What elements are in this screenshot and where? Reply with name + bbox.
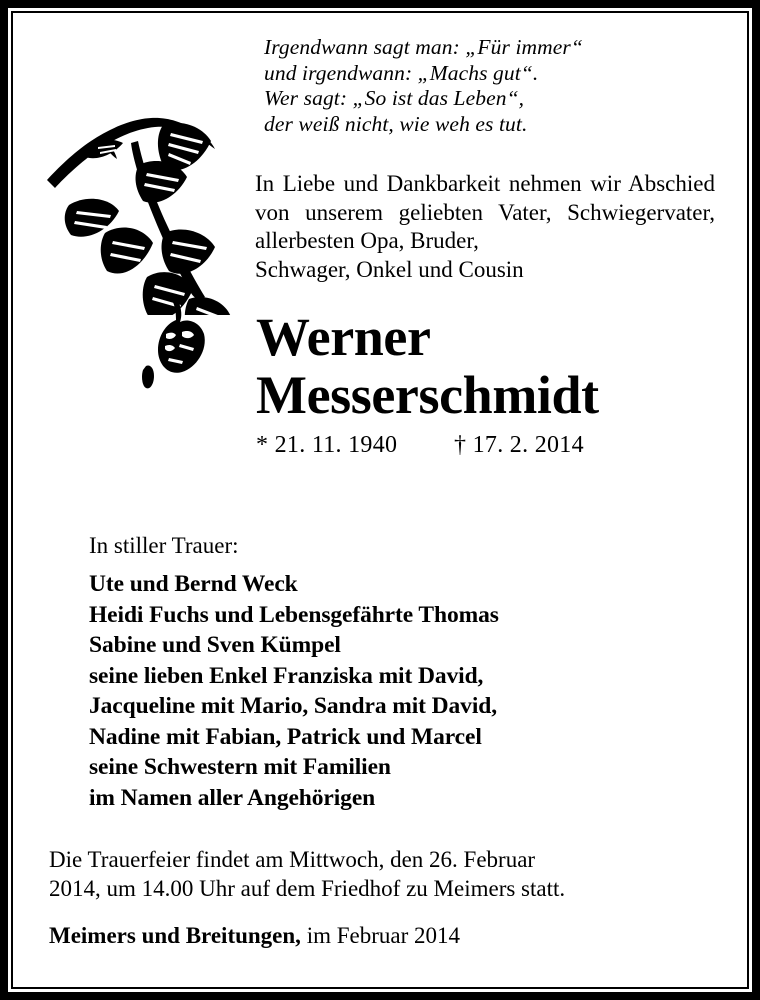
place-and-date-line — [49, 921, 725, 950]
funeral-text: Die Trauerfeier findet am Mittwoch, den 26. Februar — [49, 847, 536, 872]
intro-text: In Liebe und Dankbarkeit nehmen wir Abschied von unserem geliebten Vater, Schwiegervater, allerbesten Opa, Bruder, — [255, 171, 715, 253]
deceased-dates — [256, 430, 726, 460]
funeral-text-last-line: 2014, um 14.00 Uhr auf dem Friedhof zu Meimers statt. — [49, 876, 566, 901]
mourner-line: im Namen aller Angehörigen — [89, 784, 376, 811]
notice-content-area — [11, 11, 749, 989]
deceased-last-name: Messerschmidt — [256, 365, 599, 425]
poem-line: Irgendwann sagt man: „Für immer“ — [264, 35, 583, 59]
poem-line: der weiß nicht, wie weh es tut. — [264, 111, 528, 136]
place-towns: Meimers und Breitungen, — [49, 923, 301, 948]
mourner-line: Sabine und Sven Kümpel — [89, 632, 341, 658]
branch-with-leaves-icon — [43, 85, 258, 315]
intro-paragraph — [255, 170, 715, 284]
deceased-first-name: Werner — [256, 307, 431, 367]
birth-star-icon: * — [256, 432, 269, 458]
deceased-name-block — [256, 308, 726, 460]
mourner-line: Ute und Bernd Weck — [89, 571, 298, 597]
funeral-details — [49, 845, 725, 903]
poem-line: und irgendwann: „Machs gut“. — [264, 60, 539, 85]
poem-line: Wer sagt: „So ist das Leben“, — [264, 86, 525, 110]
mourners-names — [89, 569, 709, 813]
mourners-block — [89, 531, 709, 813]
birth-date: 21. 11. 1940 — [274, 432, 398, 458]
mourners-heading: In stiller Trauer: — [89, 533, 239, 558]
mourner-line: Heidi Fuchs und Lebensgefährte Thomas — [89, 601, 499, 628]
poem-verse — [264, 35, 724, 137]
death-date: 17. 2. 2014 — [472, 432, 584, 458]
mourner-line: seine lieben Enkel Franziska mit David, — [89, 662, 484, 689]
intro-text-last-line: Schwager, Onkel und Cousin — [255, 256, 524, 282]
mourner-line: Jacqueline mit Mario, Sandra mit David, — [89, 693, 497, 719]
death-cross-icon: † — [453, 432, 467, 458]
frame-gap — [8, 8, 752, 992]
mourner-line: seine Schwestern mit Familien — [89, 754, 391, 780]
mourner-line: Nadine mit Fabian, Patrick und Marcel — [89, 723, 482, 750]
place-date: im Februar 2014 — [300, 923, 460, 948]
falling-leaf-icon — [138, 298, 228, 398]
